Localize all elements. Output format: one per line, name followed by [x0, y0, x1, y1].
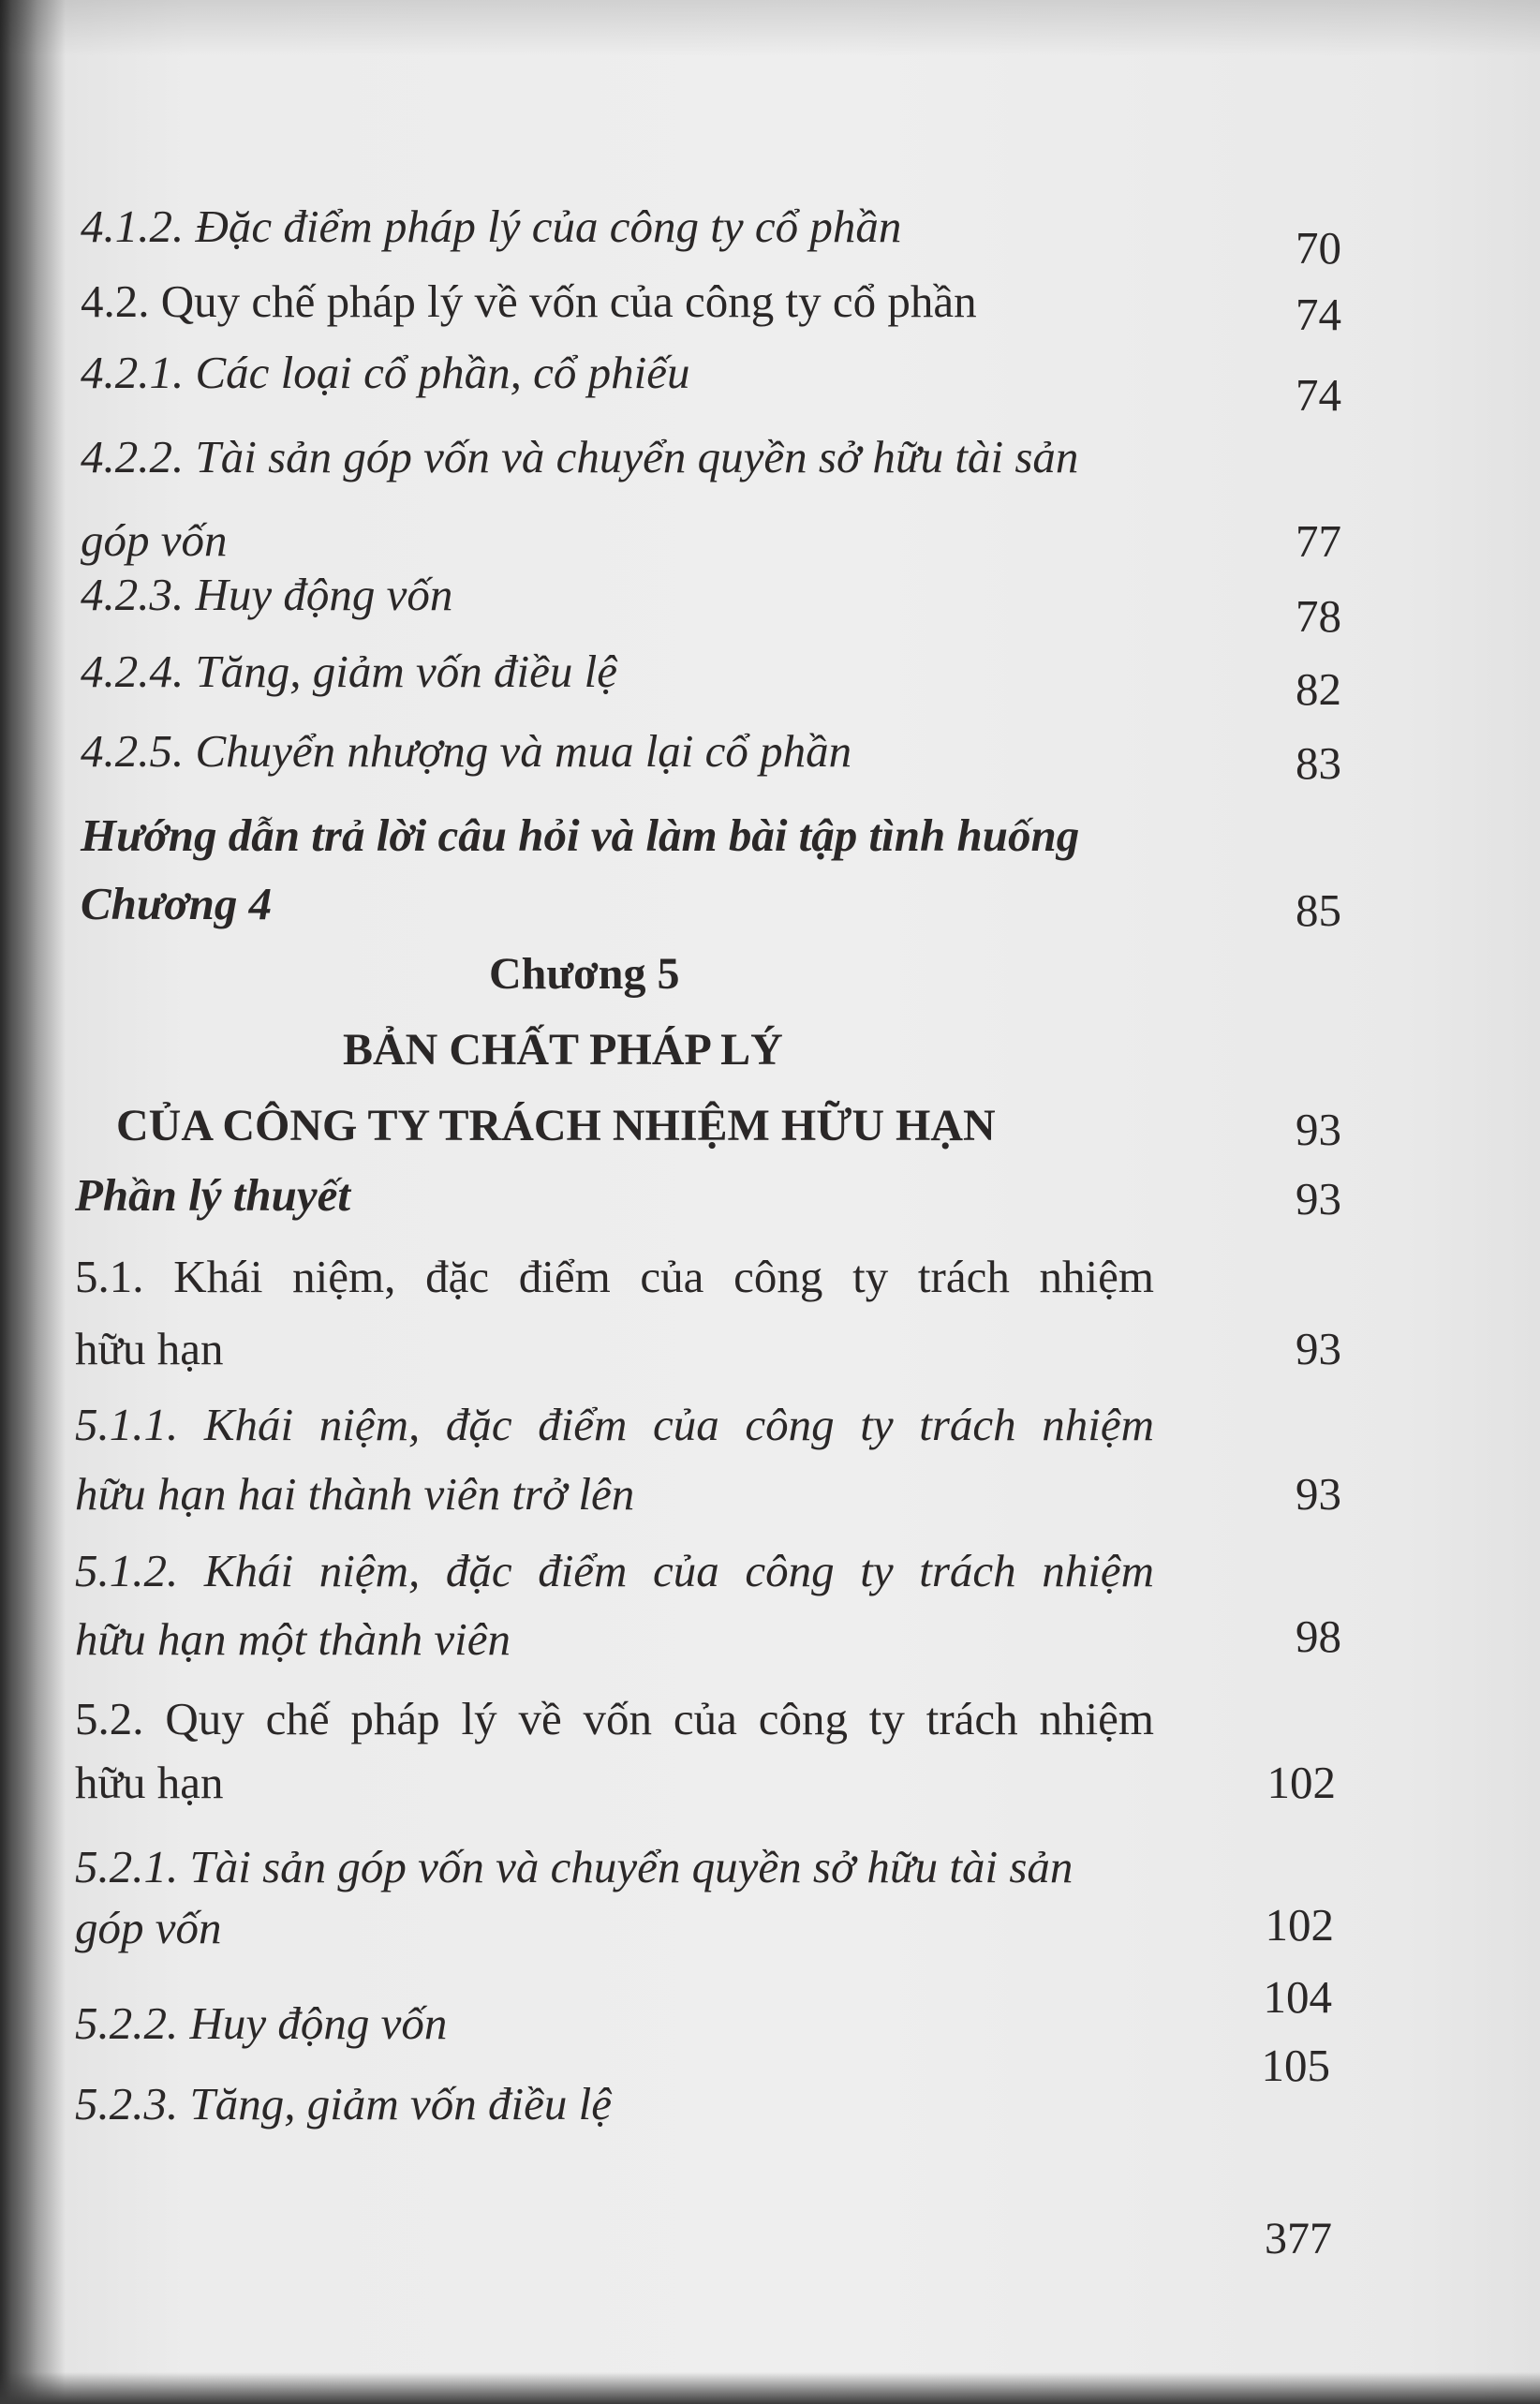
- toc-entry-title-cont: hữu hạn hai thành viên trở lên: [75, 1468, 635, 1520]
- toc-entry-page: 83: [1296, 737, 1341, 789]
- toc-entry-page: 74: [1296, 369, 1341, 421]
- toc-entry-page: 93: [1296, 1173, 1341, 1224]
- chapter-title: BẢN CHẤT PHÁP LÝ: [343, 1025, 783, 1075]
- toc-entry-title: 5.2.3. Tăng, giảm vốn điều lệ: [75, 2078, 612, 2129]
- toc-entry-title: 5.1.1. Khái niệm, đặc điểm của công ty trách nhiệm: [75, 1399, 1154, 1450]
- toc-entry-page: 74: [1296, 289, 1341, 340]
- toc-entry-page: 102: [1266, 1757, 1336, 1808]
- toc-entry-page: 78: [1296, 590, 1341, 642]
- toc-entry-page: 82: [1296, 663, 1341, 715]
- toc-entry-title: 4.2.1. Các loại cổ phần, cổ phiếu: [81, 347, 690, 398]
- page-top-shadow: [0, 0, 1540, 56]
- toc-entry-title: 4.2.5. Chuyển nhượng và mua lại cổ phần: [81, 725, 852, 777]
- toc-entry-title: 4.1.2. Đặc điểm pháp lý của công ty cổ phần: [81, 200, 902, 252]
- toc-entry-title-cont: hữu hạn: [75, 1757, 224, 1808]
- toc-entry-title-cont: hữu hạn: [75, 1323, 224, 1374]
- toc-entry-title: 4.2. Quy chế pháp lý về vốn của công ty cổ phần: [81, 275, 977, 327]
- toc-entry-title: 4.2.3. Huy động vốn: [81, 569, 453, 620]
- toc-entry-title-cont: Chương 4: [81, 878, 273, 929]
- toc-entry-page: 77: [1296, 515, 1341, 567]
- toc-entry-title: 5.2. Quy chế pháp lý về vốn của công ty trách nhiệm: [75, 1693, 1154, 1744]
- toc-entry-title: 4.2.2. Tài sản góp vốn và chuyển quyền sở hữu tài sản: [81, 431, 1079, 482]
- chapter-title-cont: CỦA CÔNG TY TRÁCH NHIỆM HỮU HẠN: [116, 1101, 996, 1150]
- page-bottom-shadow: [0, 2372, 1540, 2404]
- page-number: 377: [1265, 2214, 1332, 2263]
- toc-entry-title-cont: góp vốn: [81, 514, 228, 566]
- toc-entry-page: 104: [1263, 1971, 1332, 2023]
- toc-entry-title: Hướng dẫn trả lời câu hỏi và làm bài tập tình huống: [81, 809, 1080, 861]
- toc-entry-page: 105: [1261, 2040, 1330, 2091]
- chapter-number: Chương 5: [489, 949, 680, 999]
- toc-entry-title-cont: góp vốn: [75, 1902, 222, 1953]
- toc-entry-page: 85: [1296, 884, 1341, 936]
- toc-entry-title: 4.2.4. Tăng, giảm vốn điều lệ: [81, 646, 617, 697]
- toc-entry-title: 5.2.2. Huy động vốn: [75, 1997, 448, 2049]
- toc-entry-page: 102: [1265, 1899, 1334, 1951]
- toc-entry-title: 5.1. Khái niệm, đặc điểm của công ty trách nhiệm: [75, 1251, 1154, 1302]
- toc-entry-page: 98: [1296, 1610, 1341, 1662]
- toc-entry-title: 5.1.2. Khái niệm, đặc điểm của công ty trách nhiệm: [75, 1545, 1154, 1596]
- page-gutter-shadow: [0, 0, 66, 2404]
- toc-entry-page: 70: [1296, 222, 1341, 274]
- toc-entry-page: 93: [1296, 1468, 1341, 1520]
- toc-entry-page: 93: [1296, 1323, 1341, 1374]
- toc-entry-page: 93: [1296, 1104, 1341, 1155]
- toc-entry-title: 5.2.1. Tài sản góp vốn và chuyển quyền sở hữu tài sản: [75, 1841, 1074, 1892]
- toc-entry-title-cont: hữu hạn một thành viên: [75, 1613, 511, 1665]
- toc-entry-title: Phần lý thuyết: [75, 1169, 351, 1221]
